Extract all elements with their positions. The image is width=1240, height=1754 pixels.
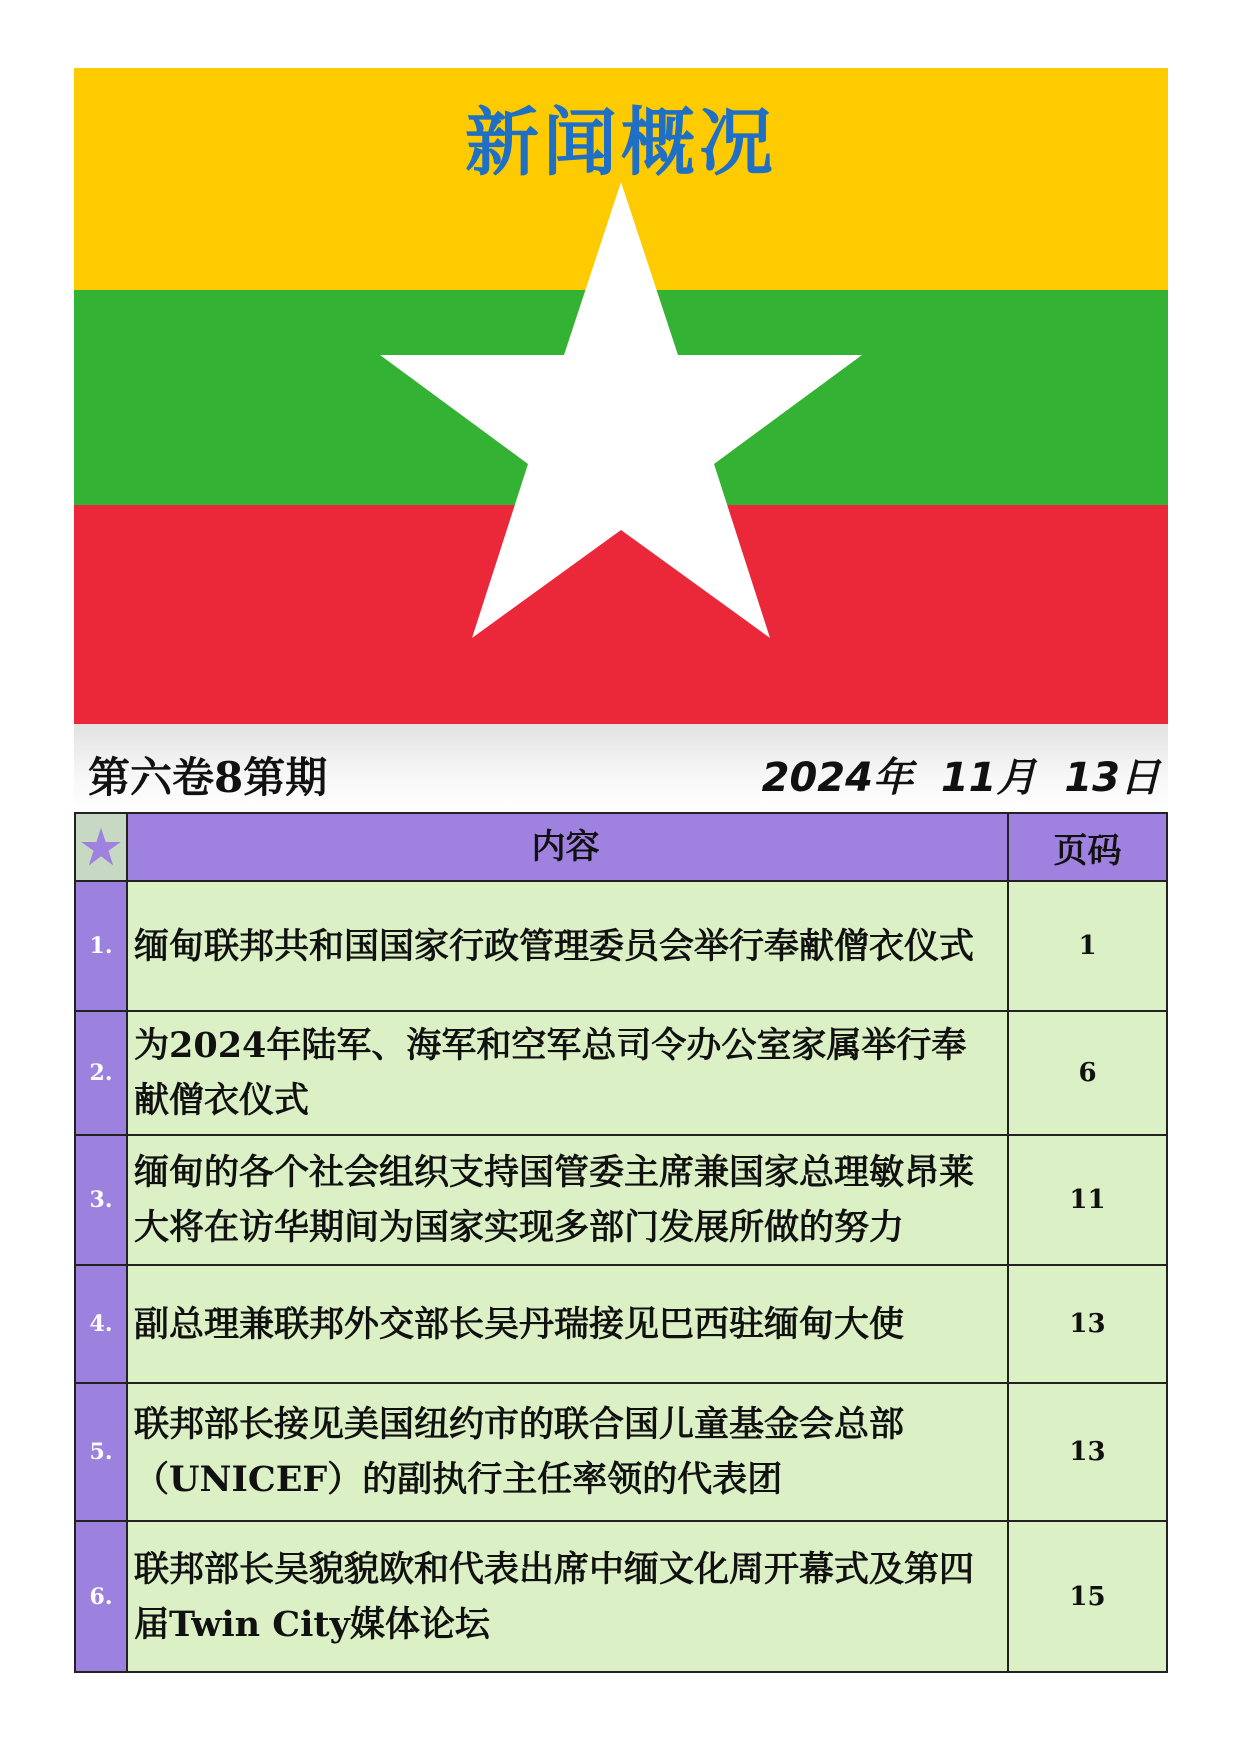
toc-row-page: 1 [1009,882,1166,1010]
toc-row-page: 13 [1009,1266,1166,1382]
toc-row-title[interactable]: 缅甸联邦共和国国家行政管理委员会举行奉献僧衣仪式 [128,882,1009,1010]
toc-row-6[interactable] [76,1520,1166,1671]
toc-header-star-cell [76,814,128,880]
issue-info-bar [74,724,1168,812]
toc-row-title[interactable]: 联邦部长接见美国纽约市的联合国儿童基金会总部（UNICEF）的副执行主任率领的代表团 [128,1384,1009,1520]
toc-row-number: 5. [76,1384,128,1520]
toc-row-title[interactable]: 缅甸的各个社会组织支持国管委主席兼国家总理敏昂莱大将在访华期间为国家实现多部门发展所做的努力 [128,1136,1009,1264]
toc-row-4[interactable] [76,1264,1166,1382]
toc-row-2[interactable] [76,1010,1166,1134]
toc-row-page: 13 [1009,1384,1166,1520]
issue-number: 第六卷8第期 [88,753,328,802]
toc-header-row [76,814,1166,880]
toc-row-number: 3. [76,1136,128,1264]
toc-row-1[interactable] [76,880,1166,1010]
myanmar-flag-banner [74,68,1168,724]
toc-row-page: 6 [1009,1012,1166,1134]
toc-row-number: 4. [76,1266,128,1382]
toc-header-page: 页码 [1009,814,1166,880]
toc-row-5[interactable] [76,1382,1166,1520]
toc-row-number: 6. [76,1522,128,1671]
toc-row-3[interactable] [76,1134,1166,1264]
toc-row-title[interactable]: 为2024年陆军、海军和空军总司令办公室家属举行奉献僧衣仪式 [128,1012,1009,1134]
toc-header-content: 内容 [128,814,1009,880]
issue-date: 2024年 11月 13日 [761,755,1160,801]
toc-row-title[interactable]: 副总理兼联邦外交部长吴丹瑞接见巴西驻缅甸大使 [128,1266,1009,1382]
toc-row-title[interactable]: 联邦部长吴貌貌欧和代表出席中缅文化周开幕式及第四届Twin City媒体论坛 [128,1522,1009,1671]
star-icon [80,826,122,868]
toc-row-number: 2. [76,1012,128,1134]
toc-row-page: 15 [1009,1522,1166,1671]
toc-row-number: 1. [76,882,128,1010]
page-title: 新闻概况 [465,100,777,186]
table-of-contents [74,812,1168,1673]
toc-row-page: 11 [1009,1136,1166,1264]
